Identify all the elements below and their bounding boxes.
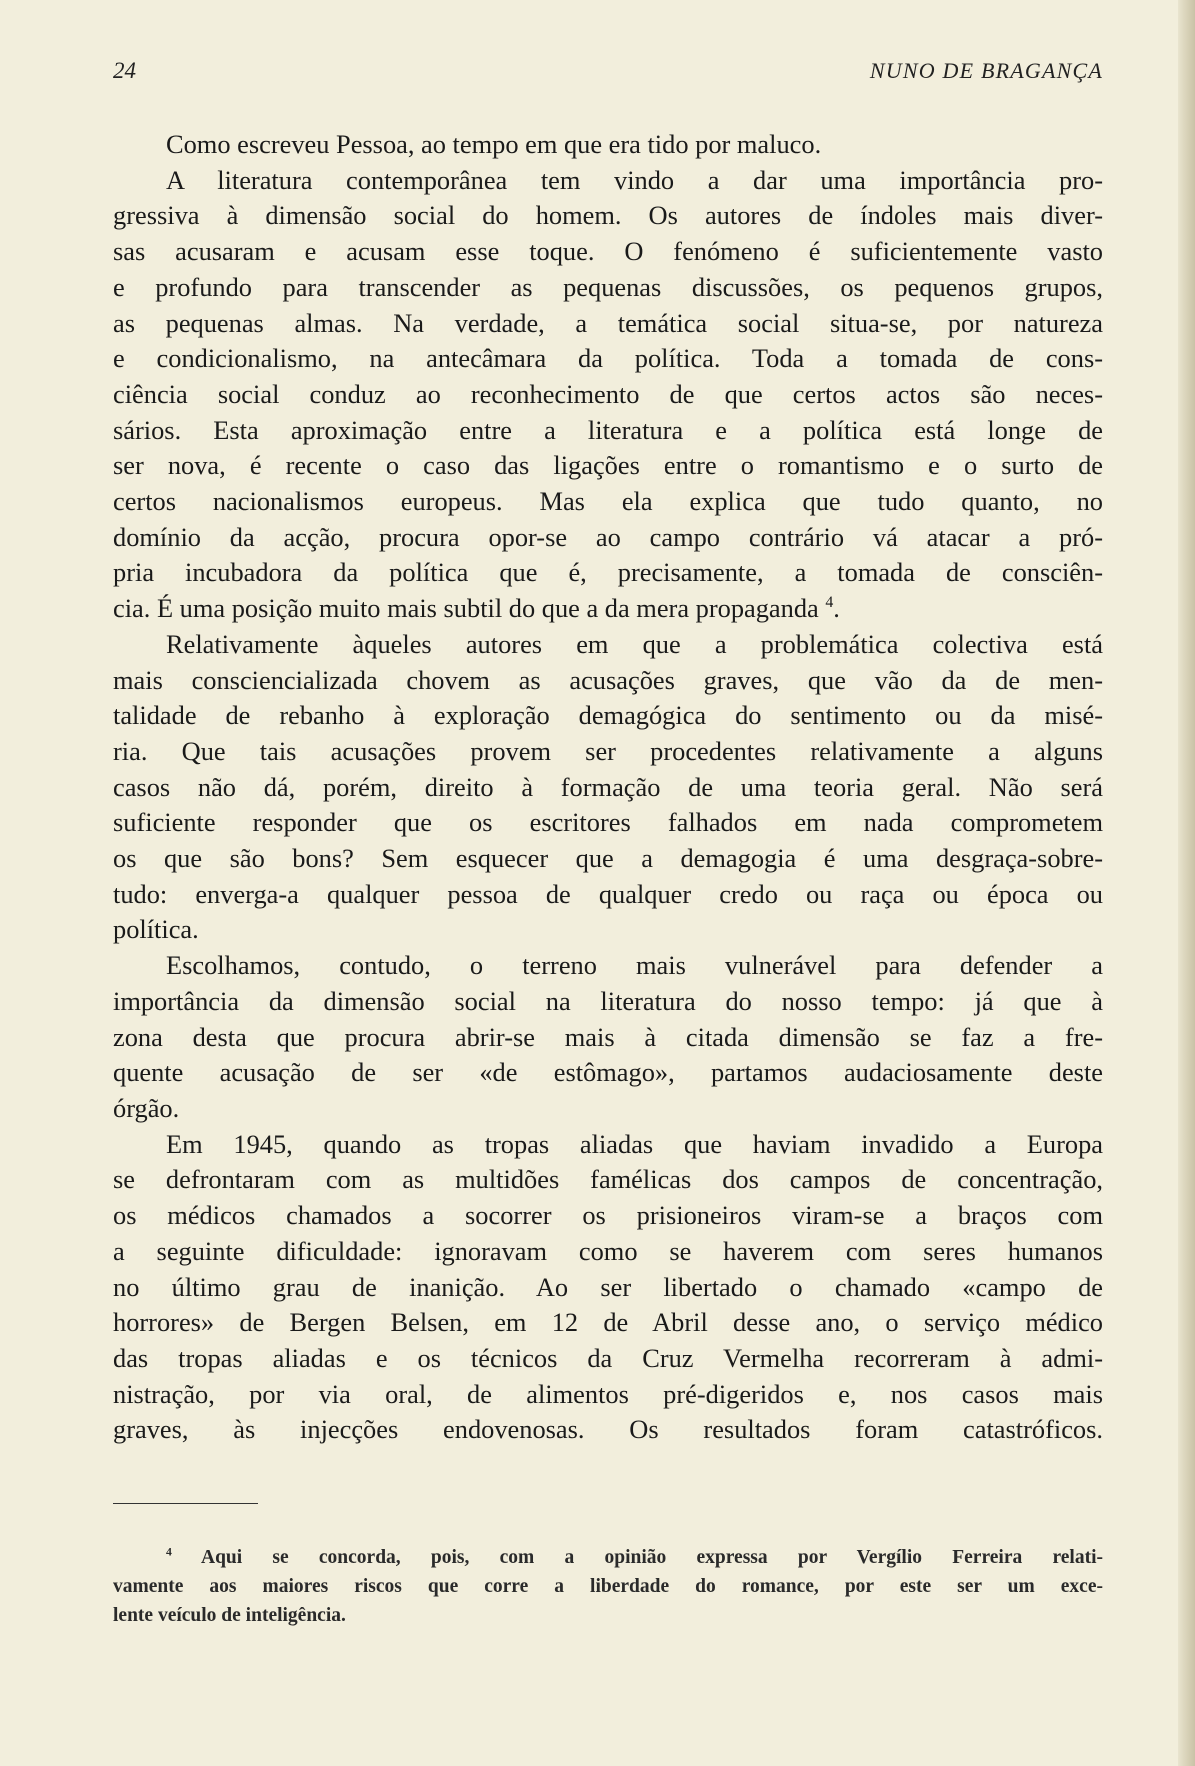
body-text <box>113 127 1103 1448</box>
text-line: ciência social conduz ao reconhecimento de que certos actos são neces- <box>113 378 1103 409</box>
text-line: horrores» de Bergen Belsen, em 12 de Abril desse ano, o serviço médico <box>113 1307 1103 1338</box>
text-line: Como escreveu Pessoa, ao tempo em que era tido por maluco. <box>166 129 822 159</box>
text-line: Em 1945, quando as tropas aliadas que haviam invadido a Europa <box>166 1128 1103 1159</box>
text-line: certos nacionalismos europeus. Mas ela explica que tudo quanto, no <box>113 486 1103 517</box>
paragraph <box>113 627 1103 948</box>
text-line: e profundo para transcender as pequenas discussões, os pequenos grupos, <box>113 271 1103 302</box>
running-title: NUNO DE BRAGANÇA <box>869 58 1103 83</box>
text-line: política. <box>113 914 199 945</box>
text-line: mais consciencializada chovem as acusações graves, que vão da de men- <box>113 664 1103 695</box>
paragraph <box>113 948 1103 1127</box>
text-line: zona desta que procura abrir-se mais à citada dimensão se faz a fre- <box>113 1021 1103 1052</box>
text-line: os médicos chamados a socorrer os prisioneiros viram-se a braços com <box>113 1200 1103 1231</box>
text-line: e condicionalismo, na antecâmara da política. Toda a tomada de cons- <box>113 343 1103 374</box>
text-line: tudo: enverga-a qualquer pessoa de qualquer credo ou raça ou época ou <box>113 878 1103 909</box>
paragraph <box>113 1127 1103 1448</box>
page-edge <box>1178 0 1195 1766</box>
text-line: domínio da acção, procura opor-se ao campo contrário vá atacar a pró- <box>113 521 1103 552</box>
text-line: pria incubadora da política que é, precisamente, a tomada de consciên- <box>113 557 1103 588</box>
text-line: das tropas aliadas e os técnicos da Cruz Vermelha recorreram à admi- <box>113 1342 1103 1373</box>
text-line <box>113 591 1103 627</box>
text-line: Relativamente àqueles autores em que a problemática colectiva está <box>166 628 1103 659</box>
text-line: quente acusação de ser «de estômago», partamos audaciosamente deste <box>113 1057 1103 1088</box>
footnote-marker: 4 <box>166 1545 172 1559</box>
page-header <box>113 58 1103 88</box>
text-line: sas acusaram e acusam esse toque. O fenómeno é suficientemente vasto <box>113 236 1103 267</box>
text-line: casos não dá, porém, direito à formação de uma teoria geral. Não será <box>113 771 1103 802</box>
footnote-line-content: Aqui se concorda, pois, com a opinião expressa por Vergílio Ferreira relati- <box>171 1547 1103 1568</box>
text-line-content: cia. É uma posição muito mais subtil do que a da mera propaganda <box>113 593 826 624</box>
page-number: 24 <box>113 58 136 83</box>
text-line: Escolhamos, contudo, o terreno mais vulnerável para defender a <box>166 950 1103 981</box>
text-line: gressiva à dimensão social do homem. Os autores de índoles mais diver- <box>113 200 1103 231</box>
footnote <box>113 1543 1103 1630</box>
text-line: os que são bons? Sem esquecer que a demagogia é uma desgraça-sobre- <box>113 843 1103 874</box>
footnote-line <box>113 1543 1103 1572</box>
text-line: importância da dimensão social na literatura do nosso tempo: já que à <box>113 985 1103 1016</box>
footnote-line: lente veículo de inteligência. <box>113 1605 346 1626</box>
text-line: A literatura contemporânea tem vindo a dar uma importância pro- <box>166 164 1103 195</box>
text-line: se defrontaram com as multidões famélicas dos campos de concentração, <box>113 1164 1103 1195</box>
text-line: suficiente responder que os escritores falhados em nada comprometem <box>113 807 1103 838</box>
text-line: a seguinte dificuldade: ignoravam como se haverem com seres humanos <box>113 1235 1103 1266</box>
paragraph <box>113 163 1103 627</box>
text-line: no último grau de inanição. Ao ser libertado o chamado «campo de <box>113 1271 1103 1302</box>
text-line: graves, às injecções endovenosas. Os resultados foram catastróficos. <box>113 1414 1103 1445</box>
footnote-divider <box>113 1503 258 1504</box>
text-line: talidade de rebanho à exploração demagógica do sentimento ou da misé- <box>113 700 1103 731</box>
text-line: as pequenas almas. Na verdade, a temática social situa-se, por natureza <box>113 307 1103 338</box>
footnote-reference: 4 <box>825 594 834 612</box>
text-line: ser nova, é recente o caso das ligações entre o romantismo e o surto de <box>113 450 1103 481</box>
text-line: órgão. <box>113 1092 180 1123</box>
text-line: ria. Que tais acusações provem ser procedentes relativamente a alguns <box>113 735 1103 766</box>
line-end-punctuation: . <box>833 593 840 624</box>
footnote-line: vamente aos maiores riscos que corre a liberdade do romance, por este ser um exce- <box>113 1576 1103 1597</box>
text-line: sários. Esta aproximação entre a literatura e a política está longe de <box>113 414 1103 445</box>
text-line: nistração, por via oral, de alimentos pré-digeridos e, nos casos mais <box>113 1378 1103 1409</box>
paragraph <box>113 127 1103 163</box>
